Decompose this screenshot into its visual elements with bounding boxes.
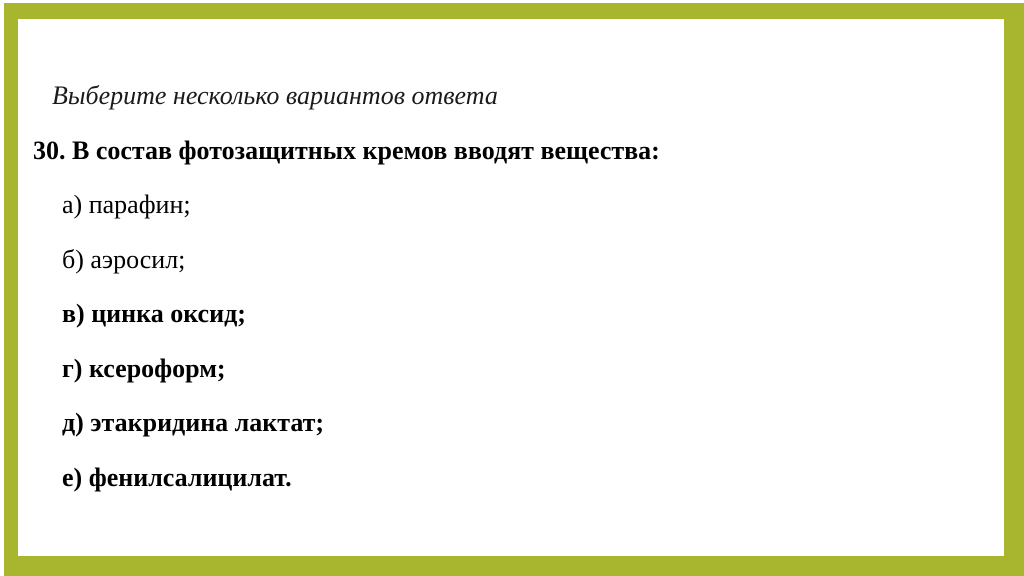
option-g: г) ксероформ;: [62, 353, 226, 383]
instruction-text: Выберите несколько вариантов ответа: [52, 81, 498, 110]
option-v: в) цинка оксид;: [62, 299, 246, 328]
slide-content-area: [18, 19, 1004, 556]
option-a: а) парафин;: [62, 190, 191, 219]
option-d: д) этакридина лактат;: [62, 408, 325, 437]
option-b: б) аэросил;: [62, 244, 186, 274]
option-e: е) фенилсалицилат.: [62, 462, 292, 492]
question-text: 30. В состав фотозащитных кремов вводят вещества:: [33, 135, 660, 165]
